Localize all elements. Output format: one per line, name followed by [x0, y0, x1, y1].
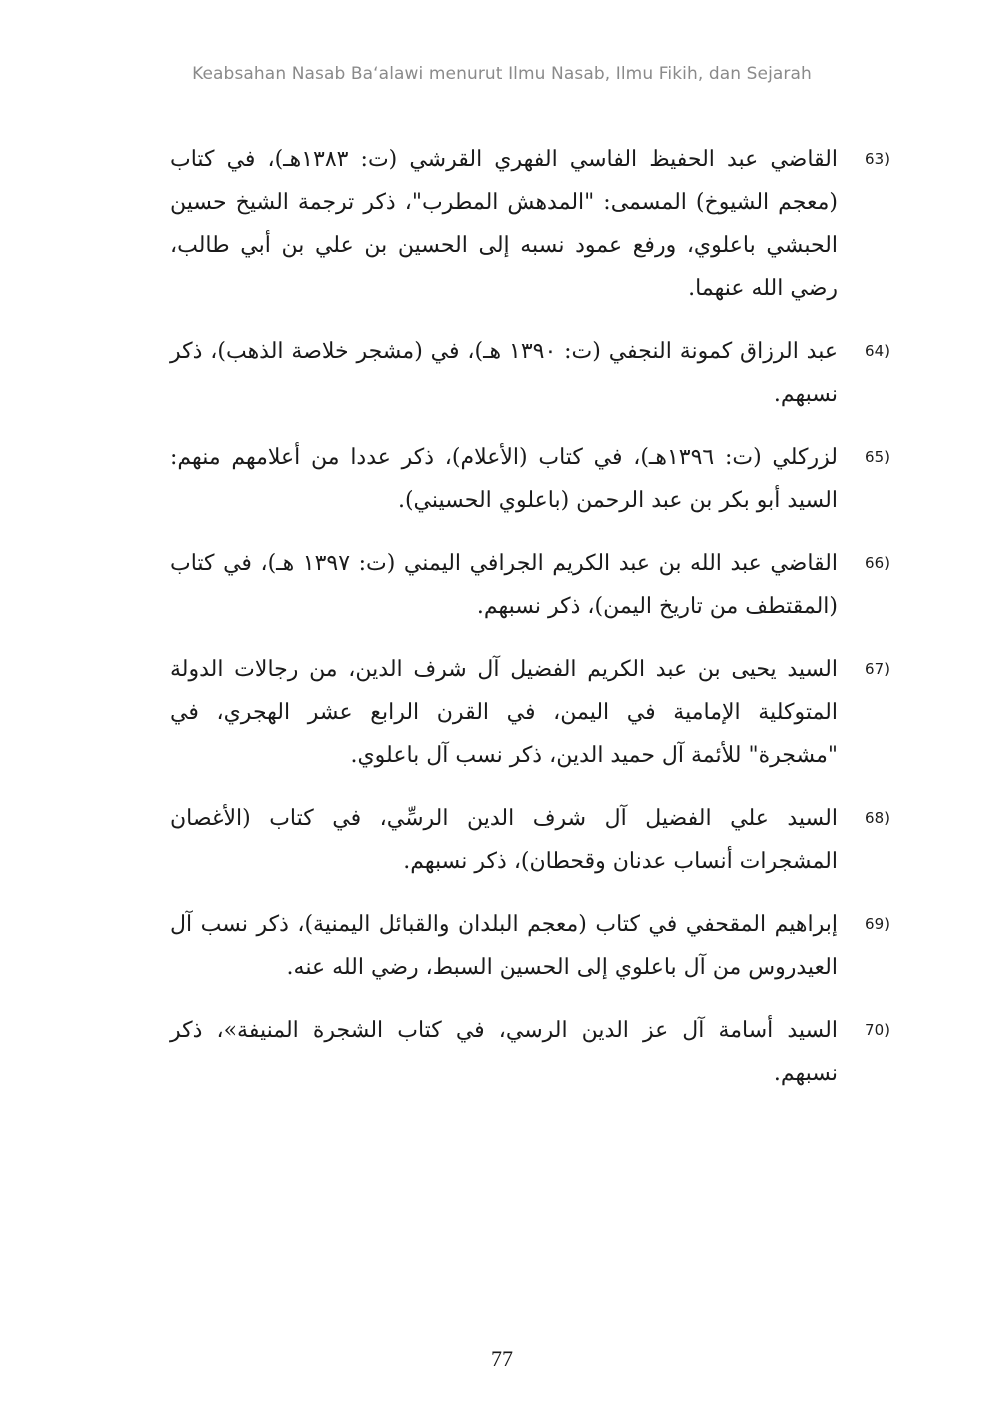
list-item	[170, 903, 890, 989]
running-header: Keabsahan Nasab Ba‘alawi menurut Ilmu Nasab, Ilmu Fikih, dan Sejarah	[192, 64, 812, 84]
list-item	[170, 436, 890, 522]
list-item	[170, 648, 890, 777]
list-item	[170, 330, 890, 416]
entry-number: 70)	[865, 1021, 890, 1039]
entry-number: 68)	[865, 809, 890, 827]
entry-text: إبراهيم المقحفي في كتاب (معجم البلدان والقبائل اليمنية)، ذكر نسب آل العيدروس من آل باعلوي إلى الحسين السبط، رضي الله عنه.	[170, 912, 838, 980]
list-item	[170, 797, 890, 883]
entry-text: السيد علي الفضيل آل شرف الدين الرسِّي، في كتاب (الأغصان المشجرات أنساب عدنان وقحطان)، ذكر نسبهم.	[170, 806, 838, 874]
entry-list	[170, 138, 890, 1115]
entry-text: القاضي عبد الحفيظ الفاسي الفهري القرشي (ت: ١٣٨٣هـ)، في كتاب (معجم الشيوخ) المسمى: "المدهش المطرب"، ذكر ترجمة الشيخ حسين الحبشي باعلوي، ورفع عمود نسبه إلى الحسين بن علي بن أبي طالب، رضي الله عنهما.	[170, 147, 838, 301]
entry-number: 69)	[865, 915, 890, 933]
entry-number: 65)	[865, 448, 890, 466]
entry-number: 63)	[865, 150, 890, 168]
entry-text: عبد الرزاق كمونة النجفي (ت: ١٣٩٠ هـ)، في (مشجر خلاصة الذهب)، ذكر نسبهم.	[170, 339, 838, 407]
entry-number: 67)	[865, 660, 890, 678]
list-item	[170, 138, 890, 310]
entry-text: لزركلي (ت: ١٣٩٦هـ)، في كتاب (الأعلام)، ذكر عددا من أعلامهم منهم: السيد أبو بكر بن عبد الرحمن (باعلوي الحسيني).	[170, 445, 838, 513]
list-item	[170, 542, 890, 628]
entry-text: القاضي عبد الله بن عبد الكريم الجرافي اليمني (ت: ١٣٩٧ هـ)، في كتاب (المقتطف من تاريخ اليمن)، ذكر نسبهم.	[170, 551, 838, 619]
entry-text: السيد يحيى بن عبد الكريم الفضيل آل شرف الدين، من رجالات الدولة المتوكلية الإمامية في اليمن، في القرن الرابع عشر الهجري، في "مشجرة" للأئمة آل حميد الدين، ذكر نسب آل باعلوي.	[170, 657, 838, 768]
page-number: 77	[491, 1346, 513, 1371]
entry-text: السيد أسامة آل عز الدين الرسي، في كتاب الشجرة المنيفة»، ذكر نسبهم.	[170, 1018, 838, 1086]
entry-number: 64)	[865, 342, 890, 360]
entry-number: 66)	[865, 554, 890, 572]
list-item	[170, 1009, 890, 1095]
